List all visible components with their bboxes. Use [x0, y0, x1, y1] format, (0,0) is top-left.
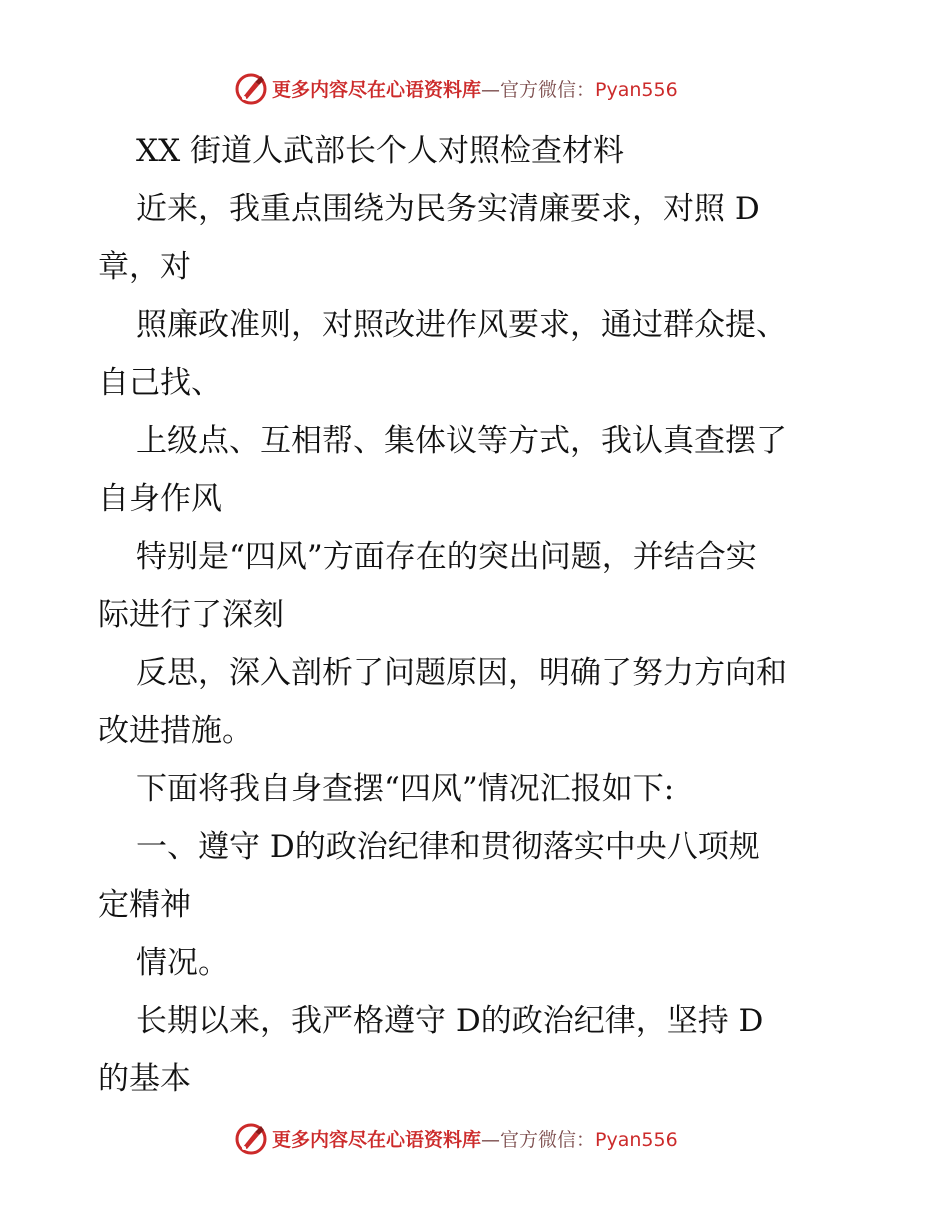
text-line: 下面将我自身查摆“四风”情况汇报如下: [136, 771, 675, 807]
text-line: 特别是“四风”方面存在的突出问题，并结合实 [136, 539, 757, 575]
watermark-text [272, 1127, 678, 1153]
text-line: 自身作风 [98, 481, 222, 517]
text-line: 近来，我重点围绕为民务实清廉要求，对照 D [136, 191, 760, 227]
pen-nib-logo-icon [234, 72, 268, 106]
watermark-wechat-label: —官方微信： [481, 1129, 596, 1151]
section-heading: 一、遵守 D的政治纪律和贯彻落实中央八项规 [136, 829, 760, 865]
watermark-main-text: 更多内容尽在心语资料库 [272, 1129, 482, 1151]
watermark-main-text: 更多内容尽在心语资料库 [272, 79, 482, 101]
text-line: 反思，深入剖析了问题原因，明确了努力方向和 [136, 655, 787, 691]
watermark-wechat-id: Pyan556 [595, 1129, 678, 1151]
header-watermark-banner [0, 72, 950, 108]
text-line: 情况。 [136, 945, 229, 981]
text-line: 定精神 [98, 887, 191, 923]
text-line: 长期以来，我严格遵守 D的政治纪律，坚持 D [136, 1003, 764, 1039]
document-title: XX 街道人武部长个人对照检查材料 [136, 133, 624, 169]
text-line: 际进行了深刻 [98, 597, 284, 633]
text-line: 的基本 [98, 1061, 191, 1097]
document-body [98, 122, 858, 1108]
text-line: 章，对 [98, 249, 191, 285]
watermark-wechat-label: —官方微信： [481, 79, 596, 101]
footer-watermark-banner [0, 1122, 950, 1158]
text-line: 照廉政准则，对照改进作风要求，通过群众提、 [136, 307, 787, 343]
text-line: 上级点、互相帮、集体议等方式，我认真查摆了 [136, 423, 787, 459]
watermark-text [272, 77, 678, 103]
watermark-wechat-id: Pyan556 [595, 79, 678, 101]
pen-nib-logo-icon [234, 1122, 268, 1156]
text-line: 自己找、 [98, 365, 222, 401]
text-line: 改进措施。 [98, 713, 253, 749]
